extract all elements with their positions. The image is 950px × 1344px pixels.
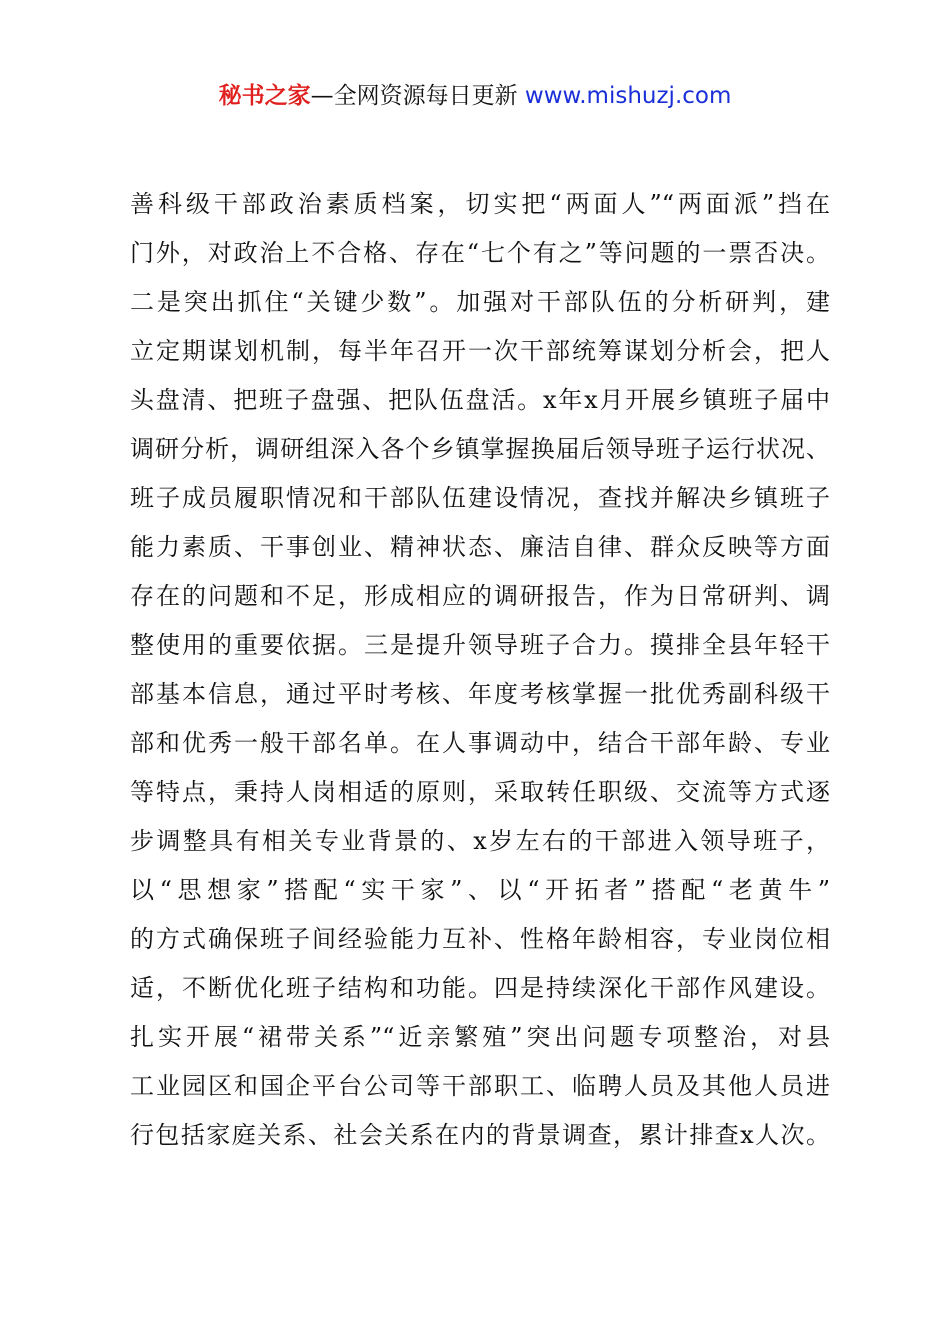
brand-name: 秘书之家 (218, 83, 311, 109)
body-line: 门外，对政治上不合格、存在“七个有之”等问题的一票否决。 (130, 239, 830, 267)
body-line: 善科级干部政治素质档案，切实把“两面人”“两面派”挡在 (130, 190, 830, 218)
header-dash: — (310, 83, 334, 109)
body-line: 步调整具有相关专业背景的、x岁左右的干部进入领导班子， (130, 827, 830, 855)
body-line: 班子成员履职情况和干部队伍建设情况，查找并解决乡镇班子 (130, 484, 830, 512)
body-line: 部和优秀一般干部名单。在人事调动中，结合干部年龄、专业 (130, 729, 830, 757)
body-line: 扎实开展“裙带关系”“近亲繁殖”突出问题专项整治，对县 (130, 1023, 830, 1051)
body-line: 适，不断优化班子结构和功能。四是持续深化干部作风建设。 (130, 974, 830, 1002)
body-line: 二是突出抓住“关键少数”。加强对干部队伍的分析研判，建 (130, 288, 830, 316)
document-body (130, 180, 830, 1160)
body-line: 能力素质、干事创业、精神状态、廉洁自律、群众反映等方面 (130, 533, 830, 561)
body-line: 的方式确保班子间经验能力互补、性格年龄相容，专业岗位相 (130, 925, 830, 953)
body-line: 存在的问题和不足，形成相应的调研报告，作为日常研判、调 (130, 582, 830, 610)
body-line: 以“思想家”搭配“实干家”、以“开拓者”搭配“老黄牛” (130, 876, 830, 904)
body-line: 行包括家庭关系、社会关系在内的背景调查，累计排查x人次。 (130, 1121, 830, 1149)
page-header (0, 80, 950, 112)
header-url[interactable]: www.mishuzj.com (524, 83, 732, 109)
body-line: 等特点，秉持人岗相适的原则，采取转任职级、交流等方式逐 (130, 778, 830, 806)
body-line: 工业园区和国企平台公司等干部职工、临聘人员及其他人员进 (130, 1072, 830, 1100)
body-line: 整使用的重要依据。三是提升领导班子合力。摸排全县年轻干 (130, 631, 830, 659)
body-line: 头盘清、把班子盘强、把队伍盘活。x年x月开展乡镇班子届中 (130, 386, 830, 414)
body-line: 调研分析，调研组深入各个乡镇掌握换届后领导班子运行状况、 (130, 435, 830, 463)
body-line: 部基本信息，通过平时考核、年度考核掌握一批优秀副科级干 (130, 680, 830, 708)
body-line: 立定期谋划机制，每半年召开一次干部统筹谋划分析会，把人 (130, 337, 830, 365)
header-tagline: 全网资源每日更新 (333, 83, 518, 109)
